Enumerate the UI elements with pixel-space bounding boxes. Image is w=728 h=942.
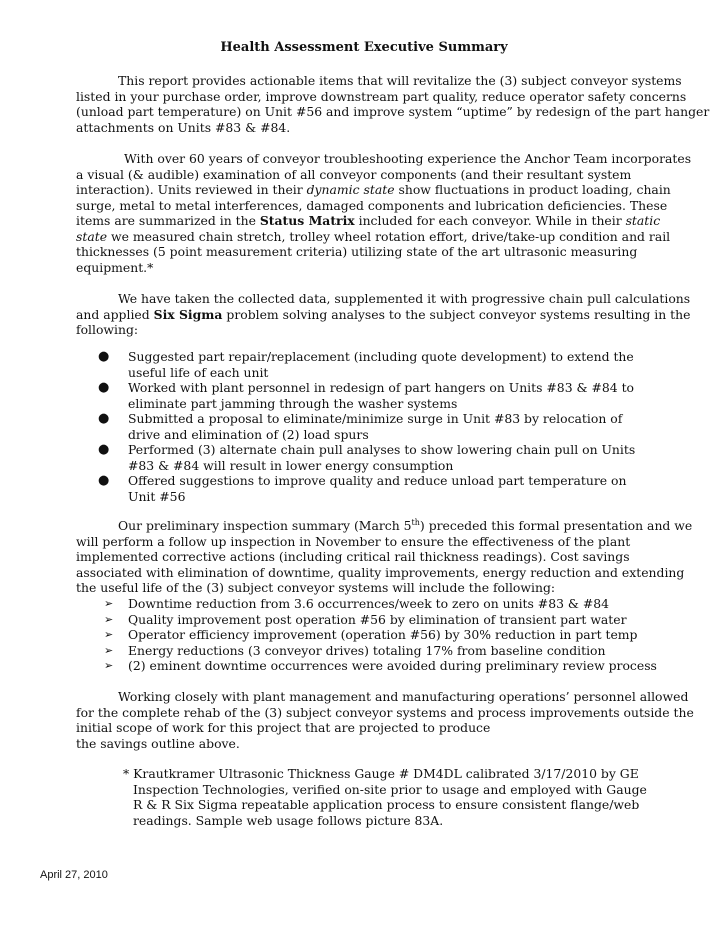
text-line: Inspection Technologies, verified on-site prior to usage and employed with Gauge <box>133 781 647 797</box>
list-item: ➢ (2) eminent downtime occurrences were avoided during preliminary review process <box>104 658 657 673</box>
text-line: associated with elimination of downtime, quality improvements, energy reduction and extending <box>76 564 685 580</box>
text-line: readings. Sample web usage follows picture 83A. <box>133 812 444 828</box>
text-line: * Krautkramer Ultrasonic Thickness Gauge # DM4DL calibrated 3/17/2010 by GE <box>123 766 639 781</box>
text-line: state we measured chain stretch, trolley wheel rotation effort, drive/take-up condition and rail <box>76 228 671 244</box>
arrow-bullet-icon: ➢ <box>104 643 114 657</box>
results-bullet-list <box>98 349 698 504</box>
inspection-paragraph <box>76 518 708 596</box>
text-line: (unload part temperature) on Unit #56 and improve system “uptime” by redesign of the part hanger <box>76 104 710 119</box>
text-line: We have taken the collected data, supplemented it with progressive chain pull calculations <box>118 291 691 306</box>
text-line: will perform a follow up inspection in November to ensure the effectiveness of the plant <box>76 533 631 549</box>
dynamic-state-emphasis: dynamic state <box>306 182 395 197</box>
state-emphasis: state <box>76 228 108 244</box>
text-line: the useful life of the (3) subject conveyor systems will include the following: <box>76 580 556 595</box>
experience-paragraph <box>76 151 708 275</box>
arrow-bullet-icon: ➢ <box>104 612 114 626</box>
text-line: R & R Six Sigma repeatable application process to ensure consistent flange/web <box>133 797 640 812</box>
list-item: ➢ Energy reductions (3 conveyor drives) totaling 17% from baseline condition <box>104 642 606 658</box>
bullet-icon: ● <box>98 411 110 426</box>
arrow-bullet-icon: ➢ <box>104 659 114 672</box>
savings-check-list <box>104 596 704 674</box>
text-line: following: <box>76 322 139 337</box>
bullet-icon: ● <box>98 473 110 488</box>
bullet-icon: ● <box>98 380 110 395</box>
intro-paragraph <box>76 73 708 135</box>
text-line: items are summarized in the Status Matrix included for each conveyor. While in their static <box>76 213 661 228</box>
list-item: ➢ Quality improvement post operation #56 by elimination of transient part water <box>104 611 627 627</box>
list-item: ● Offered suggestions to improve quality and reduce unload part temperature on Unit #56 <box>98 473 627 504</box>
list-item: ● Worked with plant personnel in redesign of part hangers on Units #83 & #84 to eliminate part jamming through the washer systems <box>98 380 635 411</box>
text-line: equipment.* <box>76 259 154 275</box>
text-line: Working closely with plant management and manufacturing operations’ personnel allowed <box>118 689 689 704</box>
static-emphasis: static <box>625 213 661 228</box>
footnote <box>123 766 713 828</box>
text-line: the savings outline above. <box>76 735 240 751</box>
document-title: Health Assessment Executive Summary <box>220 40 508 55</box>
list-item: ● Suggested part repair/replacement (including quote development) to extend the useful life of each unit <box>98 349 634 380</box>
bullet-icon: ● <box>98 349 110 364</box>
list-item: ➢ Operator efficiency improvement (operation #56) by 30% reduction in part temp <box>104 627 638 642</box>
list-item: ➢ Downtime reduction from 3.6 occurrences/week to zero on units #83 & #84 <box>104 596 610 611</box>
text-line: a visual (& audible) examination of all conveyor components (and their resultant system <box>76 166 632 182</box>
text-line: and applied Six Sigma problem solving analyses to the subject conveyor systems resulting in the <box>76 306 691 322</box>
analysis-paragraph <box>76 291 708 338</box>
list-item: ● Submitted a proposal to eliminate/minimize surge in Unit #83 by relocation of drive and elimination of (2) load spurs <box>98 411 623 442</box>
text-line: Our preliminary inspection summary (March 5th) preceded this formal presentation and we <box>118 517 693 533</box>
arrow-bullet-icon: ➢ <box>104 628 114 641</box>
text-line: implemented corrective actions (including critical rail thickness readings). Cost savings <box>76 549 630 564</box>
six-sigma-emphasis: Six Sigma <box>153 306 223 322</box>
text-line: listed in your purchase order, improve downstream part quality, reduce operator safety concerns <box>76 88 687 104</box>
text-line: attachments on Units #83 & #84. <box>76 119 291 135</box>
text-line: With over 60 years of conveyor troubleshooting experience the Anchor Team incorporates <box>124 151 692 166</box>
text-line: thicknesses (5 point measurement criteria) utilizing state of the art ultrasonic measuring <box>76 244 638 259</box>
text-line: initial scope of work for this project that are projected to produce <box>76 720 491 735</box>
text-line: surge, metal to metal interferences, damaged components and lubrication deficiencies. These <box>76 197 668 213</box>
closing-paragraph <box>76 689 708 751</box>
page-footer-date: April 27, 2010 <box>40 869 108 881</box>
text-line: This report provides actionable items that will revitalize the (3) subject conveyor systems <box>118 73 682 88</box>
text-line: for the complete rehab of the (3) subject conveyor systems and process improvements outside the <box>76 704 694 720</box>
bullet-icon: ● <box>98 442 110 457</box>
arrow-bullet-icon: ➢ <box>104 597 114 610</box>
list-item: ● Performed (3) alternate chain pull analyses to show lowering chain pull on Units #83 & #84 will result in lower energy consumption <box>98 442 636 473</box>
status-matrix-emphasis: Status Matrix <box>259 213 355 228</box>
text-line: interaction). Units reviewed in their dynamic state show fluctuations in product loading, chain <box>76 182 671 197</box>
